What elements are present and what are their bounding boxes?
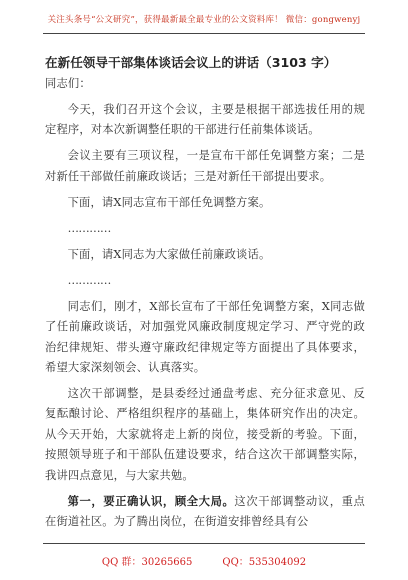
salutation: 同志们： [45,77,91,90]
paragraph-summary: 同志们，刚才，X部长宣布了干部任免调整方案，X同志做了任前廉政谈话，对加强党风廉政制度规定学习、严守党的政治纪律规矩、带头遵守廉政纪律规定等方面提出了具体要求，希望大家深刻领会、认真落实。 [45,299,365,375]
document-body [45,52,365,538]
paragraph-section-one [45,492,365,533]
ellipsis-separator: ………… [67,221,111,235]
section-one-heading: 第一，要正确认识，顾全大局。 [67,494,235,508]
paragraph-agenda: 会议主要有三项议程，一是宣布干部任免调整方案；二是对新任干部做任前廉政谈话；三是对新任干部提出要求。 [45,149,365,183]
paragraph-integrity-talk: 下面，请X同志为大家做任前廉政谈话。 [67,247,271,261]
footer-qq-group: QQ 群：30265665 [101,557,193,568]
ellipsis-separator: ………… [67,273,111,287]
paragraph-adjustment: 这次干部调整，是县委经过通盘考虑、充分征求意见、反复酝酿讨论、严格组织程序的基础上，集体研究作出的决定。从今天开始，大家就将走上新的岗位，接受新的考验。下面，按照领导班子和干部队伍建设要求，结合这次干部调整实际，我讲四点意见，与大家共勉。 [45,387,365,482]
paragraph-opening: 今天，我们召开这个会议，主要是根据干部选拔任用的规定程序，对本次新调整任职的干部进行任前集体谈话。 [45,103,365,137]
header-divider [43,33,365,34]
footer-divider [43,543,365,544]
header-banner: 关注头条号“公文研究”，获得最新最全最专业的公文资料库！ 微信：gongwenyj [47,15,361,25]
document-title: 在新任领导干部集体谈话会议上的讲话（3103 字） [45,55,337,70]
paragraph-announce-plan: 下面，请X同志宣布干部任免调整方案。 [67,195,271,209]
footer-contact [0,553,408,568]
footer-qq-number: QQ：535304092 [222,557,307,568]
section-one-text: 这次干部调整动议，重点在街道社区。为了腾出岗位，在街道安排曾经具有公 [45,494,365,529]
